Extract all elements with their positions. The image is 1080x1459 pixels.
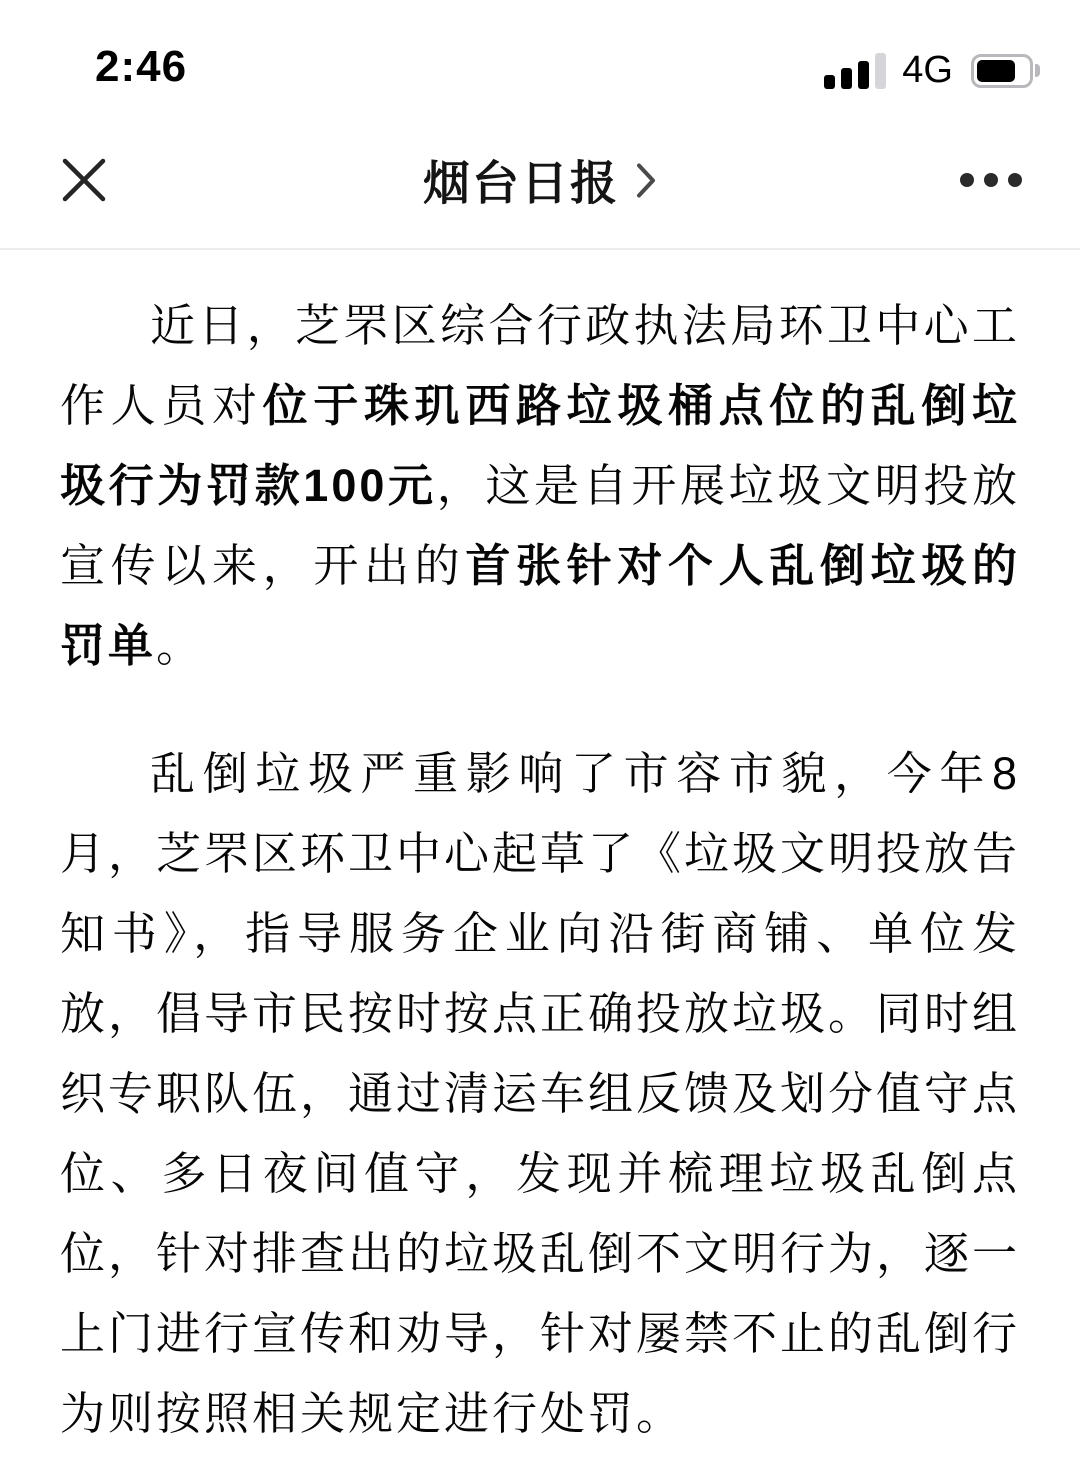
signal-bar — [875, 53, 886, 89]
chevron-right-icon — [635, 161, 657, 199]
article-body — [0, 250, 1080, 1459]
article-text: 乱倒垃圾严重影响了市容市貌，今年8月，芝罘区环卫中心起草了《垃圾文明投放告知书》，指导服务企业向沿街商铺、单位发放，倡导市民按时按点正确投放垃圾。同时组织专职队伍，通过清运车组反馈及划分值守点位、多日夜间值守，发现并梳理垃圾乱倒点位，针对排查出的垃圾乱倒不文明行为，逐一上门进行宣传和劝导，针对屡禁不止的乱倒行为则按照相关规定进行处罚。 — [60, 748, 1021, 1439]
official-account-link[interactable] — [423, 147, 657, 214]
signal-bar — [841, 68, 852, 89]
status-indicators — [824, 49, 1040, 92]
battery-icon — [971, 54, 1040, 88]
status-time: 2:46 — [95, 42, 188, 91]
article-text: ，这是自开展垃圾文明投放宣传以来，开出的 — [60, 460, 1020, 591]
article-text: 近日，芝罘区综合行政执法局环卫中心工作人员对 — [60, 300, 1020, 431]
more-icon — [984, 173, 998, 187]
status-bar — [0, 0, 1080, 112]
close-icon — [61, 157, 107, 203]
more-icon — [1008, 173, 1022, 187]
article-paragraph — [60, 286, 1020, 686]
battery-fill — [977, 60, 1015, 82]
article-text: 。 — [156, 620, 205, 671]
account-name: 烟台日报 — [423, 156, 619, 210]
more-menu-button[interactable] — [960, 163, 1022, 197]
article-paragraph — [60, 734, 1020, 1454]
close-button[interactable] — [58, 154, 110, 206]
battery-body — [971, 54, 1033, 88]
signal-bar — [824, 75, 835, 89]
signal-bar — [858, 61, 869, 89]
signal-strength-icon — [824, 53, 886, 89]
more-icon — [960, 173, 974, 187]
battery-cap — [1035, 64, 1040, 77]
article-nav-bar — [0, 112, 1080, 250]
article-text-bold: 首张针对个人乱倒垃圾的罚单 — [60, 540, 1020, 671]
article-text-bold: 位于珠玑西路垃圾桶点位的乱倒垃圾行为罚款100元 — [60, 380, 1020, 511]
network-type-label: 4G — [902, 49, 953, 91]
